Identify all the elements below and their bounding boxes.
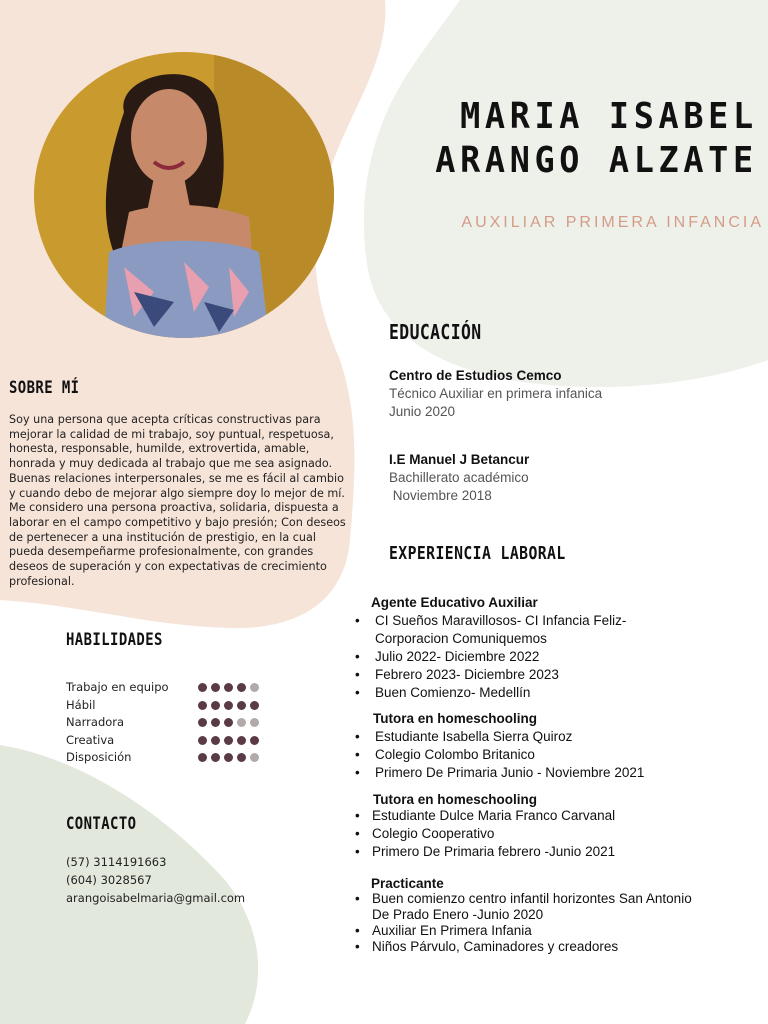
job-bullet: • Estudiante Dulce Maria Franco Carvanal (355, 807, 695, 825)
rating-dot-filled (211, 683, 220, 692)
rating-dot-filled (224, 718, 233, 727)
job-bullet: • Colegio Cooperativo (355, 825, 695, 843)
education-institution: Centro de Estudios Cemco (389, 368, 562, 383)
skill-rating (198, 753, 259, 762)
rating-dot-filled (211, 718, 220, 727)
about-title: SOBRE MÍ (9, 378, 80, 398)
skill-label: Hábil (66, 697, 96, 712)
rating-dot-filled (224, 736, 233, 745)
education-degree: Técnico Auxiliar en primera infanica (389, 386, 603, 401)
experience-job (355, 876, 695, 955)
experience-job (355, 792, 695, 861)
rating-dot-filled (211, 736, 220, 745)
rating-dot-filled (198, 701, 207, 710)
job-title: Agente Educativo Auxiliar (371, 595, 538, 610)
skill-rating (198, 736, 259, 745)
job-bullet: • Primero De Primaria febrero -Junio 2021 (355, 843, 695, 861)
education-item (389, 368, 749, 421)
rating-dot-filled (250, 736, 259, 745)
full-name (436, 95, 758, 183)
about-paragraph: Me considero una persona proactiva, solidaria, dispuesta a laborar en el campo competitivo y bajo presión; Con deseos de pertenecer a una institución de prestigio, en la cual pueda desempeñarme profesionalmente, con grandes deseos de superación y con expectativas de crecimiento profesional. (9, 501, 346, 588)
job-role: AUXILIAR PRIMERA INFANCIA (461, 214, 764, 231)
phone-1: (57) 3114191663 (66, 855, 167, 869)
job-bullet: • Estudiante Isabella Sierra Quiroz (355, 728, 695, 746)
rating-dot-filled (198, 736, 207, 745)
job-bullet: • Julio 2022- Diciembre 2022 (355, 648, 695, 666)
job-title: Tutora en homeschooling (373, 711, 538, 726)
rating-dot-empty (250, 683, 259, 692)
rating-dot-filled (224, 683, 233, 692)
rating-dot-filled (237, 701, 246, 710)
education-institution: I.E Manuel J Betancur (389, 452, 530, 467)
experience-job (355, 595, 695, 702)
job-title: Practicante (371, 876, 444, 891)
skill-label: Creativa (66, 732, 115, 747)
about-paragraph: Soy una persona que acepta críticas constructivas para mejorar la calidad de mi trabajo, soy puntual, respetuosa, honesta, responsable, humilde, extrovertida, amable, honrada y muy dedicada al trabajo que me sea asignado. (9, 413, 334, 471)
job-bullet: • Niños Párvulo, Caminadores y creadores (355, 939, 695, 955)
skill-label: Trabajo en equipo (66, 680, 169, 694)
job-bullet: • Auxiliar En Primera Infania (355, 923, 695, 939)
profile-photo (34, 52, 334, 338)
job-bullet: • Primero De Primaria Junio - Noviembre 2021 (355, 764, 695, 782)
experience-job (355, 711, 695, 782)
job-bullet: • CI Sueños Maravillosos- CI Infancia Feliz-Corporacion Comuniquemos (355, 612, 695, 648)
email[interactable]: arangoisabelmaria@gmail.com (66, 891, 246, 905)
job-bullet: • Colegio Colombo Britanico (355, 746, 695, 764)
about-paragraph: Buenas relaciones interpersonales, se me es fácil al cambio y cuando debo de mejorar algo siempre doy lo mejor de mí. (9, 471, 345, 500)
rating-dot-filled (237, 753, 246, 762)
about-text (9, 413, 349, 589)
contact-title: CONTACTO (66, 814, 137, 834)
education-degree: Bachillerato académico (389, 470, 529, 485)
rating-dot-filled (224, 701, 233, 710)
rating-dot-filled (237, 736, 246, 745)
rating-dot-filled (198, 753, 207, 762)
skill-label: Disposición (66, 750, 132, 764)
rating-dot-empty (250, 753, 259, 762)
rating-dot-empty (237, 718, 246, 727)
experience-title: EXPERIENCIA LABORAL (389, 543, 566, 564)
job-title: Tutora en homeschooling (373, 792, 538, 807)
job-bullet: • Buen Comienzo- Medellín (355, 684, 695, 702)
education-title: EDUCACIÓN (389, 320, 482, 344)
rating-dot-filled (211, 701, 220, 710)
rating-dot-filled (198, 718, 207, 727)
rating-dot-filled (211, 753, 220, 762)
rating-dot-filled (237, 683, 246, 692)
job-bullet: • Buen comienzo centro infantil horizontes San Antonio De Prado Enero -Junio 2020 (355, 891, 695, 923)
job-bullet: • Febrero 2023- Diciembre 2023 (355, 666, 695, 684)
skills-title: HABILIDADES (66, 630, 163, 650)
skill-rating (198, 701, 259, 710)
rating-dot-filled (224, 753, 233, 762)
contact-info (66, 853, 245, 907)
education-date: Noviembre 2018 (389, 488, 492, 503)
education-date: Junio 2020 (389, 404, 456, 419)
rating-dot-empty (250, 718, 259, 727)
skill-label: Narradora (66, 715, 125, 729)
education-item (389, 452, 749, 505)
skill-rating (198, 683, 259, 692)
phone-2: (604) 3028567 (66, 873, 152, 887)
rating-dot-filled (250, 701, 259, 710)
name-line-1: MARIA ISABEL (460, 96, 758, 137)
rating-dot-filled (198, 683, 207, 692)
skill-rating (198, 718, 259, 727)
name-line-2: ARANGO ALZATE (435, 140, 758, 181)
